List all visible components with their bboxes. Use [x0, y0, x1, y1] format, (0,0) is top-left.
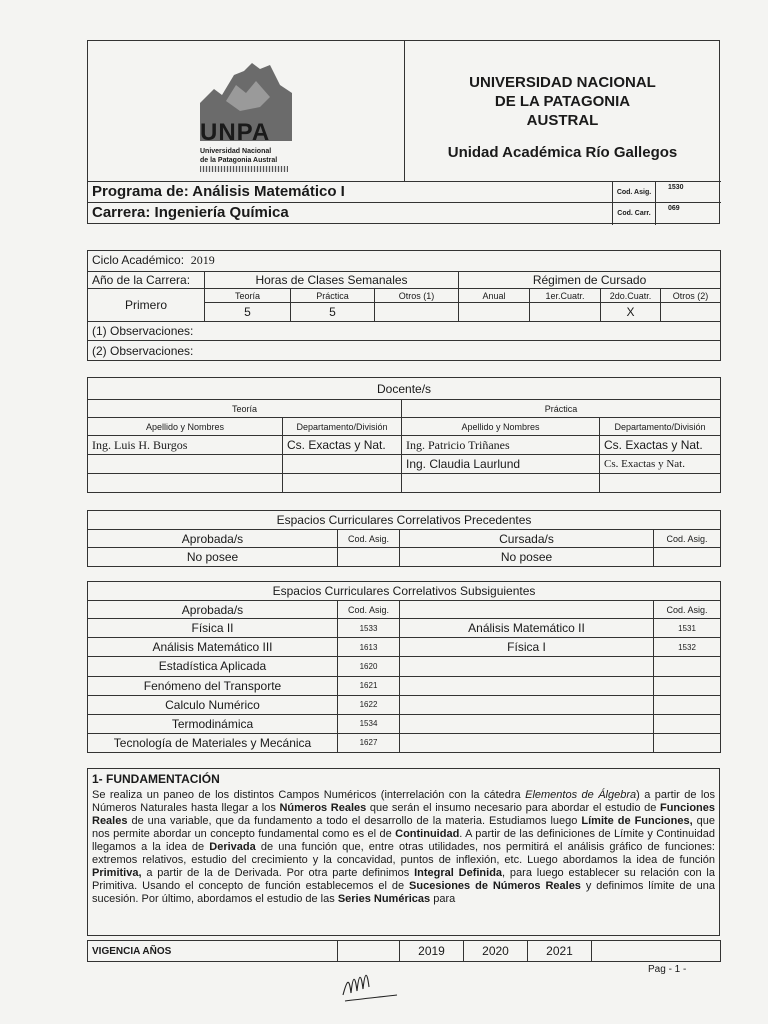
teoria-docente-name: Ing. Luis H. Burgos [88, 436, 283, 455]
cursada-value: No posee [400, 548, 654, 567]
document-header [87, 40, 720, 224]
aprobada-asignatura: Termodinámica [88, 714, 338, 733]
table-row [88, 657, 721, 676]
cod-asig-value: 1530 [668, 184, 684, 191]
aprobada-value: No posee [88, 548, 338, 567]
aprobada-codigo: 1627 [338, 733, 400, 752]
aprobada-codigo: 1622 [338, 695, 400, 714]
cod-asig-header: Cod. Asig. [654, 601, 721, 619]
precedentes-table [87, 510, 720, 567]
col-practica: Práctica [291, 289, 375, 303]
ciclo-academico: Ciclo Académico: 2019 [88, 251, 721, 272]
cursada-asignatura: Análisis Matemático II [400, 619, 654, 638]
teoria-header: Teoría [88, 400, 402, 418]
logo-subtitle: Universidad Nacional de la Patagonia Austral [200, 148, 278, 164]
cursada-asignatura [400, 676, 654, 695]
col-anual: Anual [459, 289, 530, 303]
cursada-codigo [654, 714, 721, 733]
practica-docente-name: Ing. Patricio Triñanes [402, 436, 600, 455]
val-2do-cuatr: X [601, 303, 661, 322]
observaciones-2: (2) Observaciones: [88, 341, 721, 361]
table-row [88, 619, 721, 638]
anio-carrera-value: Primero [88, 289, 205, 322]
cursada-asignatura: Física I [400, 638, 654, 657]
table-row [88, 474, 721, 493]
val-1er-cuatr [530, 303, 601, 322]
col-otros2: Otros (2) [661, 289, 721, 303]
val-otros2 [661, 303, 721, 322]
aprobada-codigo: 1534 [338, 714, 400, 733]
programa-title: Programa de: Análisis Matemático I [92, 183, 345, 200]
practica-docente-dep: Cs. Exactas y Nat. [600, 455, 721, 474]
cod-asig-header: Cod. Asig. [338, 601, 400, 619]
precedentes-title: Espacios Curriculares Correlativos Precedentes [88, 511, 721, 530]
aprobada-codigo: 1613 [338, 638, 400, 657]
carrera-row [88, 202, 721, 225]
practica-docente-name [402, 474, 600, 493]
table-row [88, 638, 721, 657]
vigencia-table [87, 940, 720, 962]
aprobada-asignatura: Tecnología de Materiales y Mecánica [88, 733, 338, 752]
teoria-docente-dep [283, 455, 402, 474]
practica-docente-dep [600, 474, 721, 493]
aprobada-asignatura: Calculo Numérico [88, 695, 338, 714]
ciclo-table [87, 250, 720, 361]
cursada-codigo [654, 657, 721, 676]
cursada-asignatura [400, 714, 654, 733]
teoria-docente-name [88, 474, 283, 493]
logo-text: UNPA [200, 119, 271, 146]
anio-carrera-label: Año de la Carrera: [88, 271, 205, 288]
page-number: Pag - 1 - [648, 964, 687, 975]
vigencia-year: 2021 [528, 941, 592, 962]
fundamentacion-text: Se realiza un paneo de los distintos Campos Numéricos (interrelación con la cátedra Elementos de Álgebra) a partir de los Números Naturales hasta llegar a los Números Reales que serán el insumo necesario para abordar el estudio de Funciones Reales de una variable, que da fundamento a todo el desarrollo de la materia. Estudiamos luego Límite de Funciones, que nos permite abordar un concepto fundamental como es el de Continuidad. A partir de las definiciones de Límite y Continuidad llegamos a la idea de Derivada de una función que, entre otras utilidades, nos permitirá el análisis gráfico de funciones: extremos relativos, estudio del crecimiento y la concavidad, puntos de inflexión, etc. Luego abordamos la idea de función Primitiva, a partir de la de Derivada. Por otra parte definimos Integral Definida, para luego establecer su relación con la Primitiva. Usando el concepto de función establecemos el de Sucesiones de Números Reales y definimos límite de una sucesión. Por último, abordamos el estudio de las Series Numéricas para [92, 789, 715, 905]
cod-asig-header: Cod. Asig. [338, 530, 400, 548]
practica-docente-name: Ing. Claudia Laurlund [402, 455, 600, 474]
aprobada-codigo: 1620 [338, 657, 400, 676]
cod-carr-label: Cod. Carr. [612, 203, 656, 225]
aprobada-header: Aprobada/s [88, 530, 338, 548]
col-teoria: Teoría [205, 289, 291, 303]
programa-row [88, 181, 721, 204]
observaciones-1: (1) Observaciones: [88, 321, 721, 341]
cod-asig-label: Cod. Asig. [612, 182, 656, 204]
cursada-codigo [654, 695, 721, 714]
cod-asig-header: Cod. Asig. [654, 530, 721, 548]
aprobada-header: Aprobada/s [88, 601, 338, 619]
aprobada-asignatura: Análisis Matemático III [88, 638, 338, 657]
vigencia-year: 2020 [464, 941, 528, 962]
carrera-title: Carrera: Ingeniería Química [92, 204, 289, 221]
practica-depto-header: Departamento/División [600, 418, 721, 436]
vigencia-label: VIGENCIA AÑOS [88, 941, 338, 962]
practica-docente-dep: Cs. Exactas y Nat. [600, 436, 721, 455]
val-practica: 5 [291, 303, 375, 322]
unidad-academica: Unidad Académica Río Gallegos [447, 144, 678, 161]
teoria-depto-header: Departamento/División [283, 418, 402, 436]
col-1er-cuatr: 1er.Cuatr. [530, 289, 601, 303]
aprobada-asignatura: Física II [88, 619, 338, 638]
university-name: UNIVERSIDAD NACIONAL DE LA PATAGONIA AUSTRAL Unidad Académica Río Gallegos [404, 41, 721, 181]
col-2do-cuatr: 2do.Cuatr. [601, 289, 661, 303]
cursada-codigo [654, 676, 721, 695]
aprobada-asignatura: Estadística Aplicada [88, 657, 338, 676]
vigencia-year: 2019 [400, 941, 464, 962]
val-otros1 [375, 303, 459, 322]
fundamentacion-section [87, 768, 720, 936]
fundamentacion-title: 1- FUNDAMENTACIÓN [92, 772, 220, 786]
cursada-codigo [654, 733, 721, 752]
table-row [88, 676, 721, 695]
cursada-header: Cursada/s [400, 530, 654, 548]
teoria-docente-name [88, 455, 283, 474]
table-row [88, 455, 721, 474]
cursada-asignatura [400, 657, 654, 676]
table-row [88, 714, 721, 733]
logo-stripe [200, 166, 288, 172]
col-otros1: Otros (1) [375, 289, 459, 303]
val-teoria: 5 [205, 303, 291, 322]
table-row [88, 436, 721, 455]
teoria-docente-dep [283, 474, 402, 493]
practica-header: Práctica [402, 400, 721, 418]
cursada-codigo: 1532 [654, 638, 721, 657]
aprobada-asignatura: Fenómeno del Transporte [88, 676, 338, 695]
cursada-asignatura [400, 733, 654, 752]
logo-cell [88, 41, 405, 181]
cursada-codigo: 1531 [654, 619, 721, 638]
val-anual [459, 303, 530, 322]
subsiguientes-table [87, 581, 720, 753]
table-row [88, 733, 721, 752]
aprobada-codigo: 1621 [338, 676, 400, 695]
table-row [88, 695, 721, 714]
subsiguientes-title: Espacios Curriculares Correlativos Subsiguientes [88, 582, 721, 601]
teoria-docente-dep: Cs. Exactas y Nat. [283, 436, 402, 455]
cursada-asignatura [400, 695, 654, 714]
aprobada-codigo: 1533 [338, 619, 400, 638]
cod-carr-value: 069 [668, 205, 680, 212]
docentes-title: Docente/s [88, 378, 721, 400]
signature-icon [335, 965, 405, 1010]
docentes-table [87, 377, 720, 492]
horas-label: Horas de Clases Semanales [205, 271, 459, 288]
teoria-apellido-header: Apellido y Nombres [88, 418, 283, 436]
regimen-label: Régimen de Cursado [459, 271, 721, 288]
practica-apellido-header: Apellido y Nombres [402, 418, 600, 436]
